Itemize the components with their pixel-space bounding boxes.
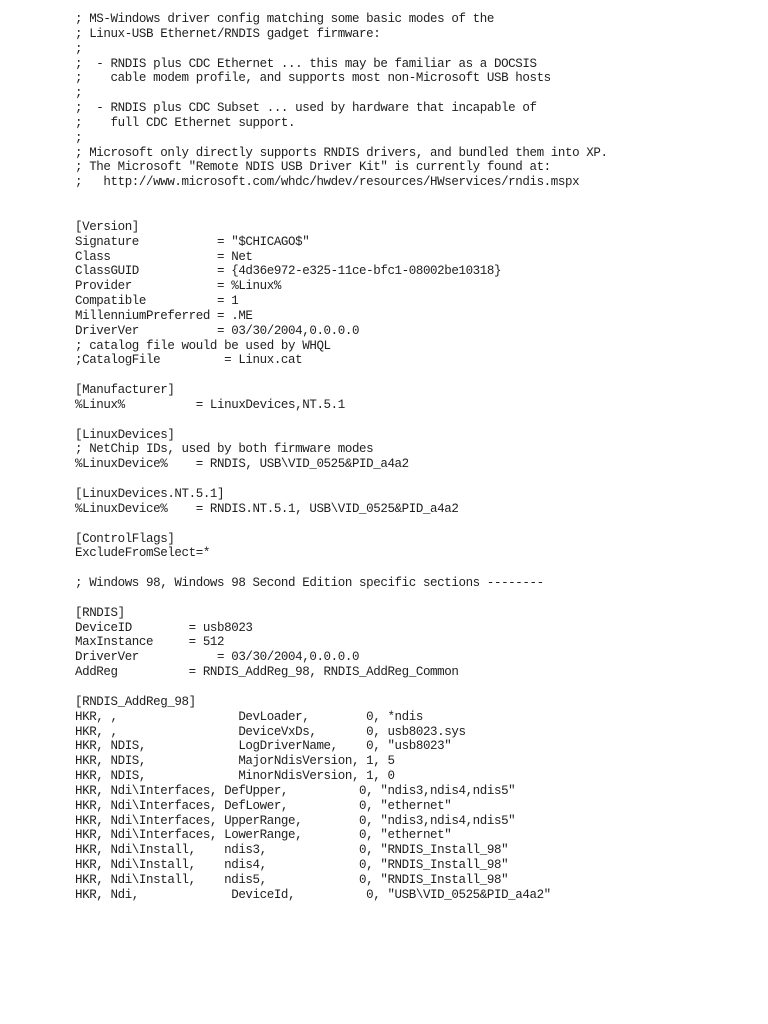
text-line: %LinuxDevice% = RNDIS.NT.5.1, USB\VID_0525&PID_a4a2 xyxy=(75,501,459,516)
text-line: [ControlFlags] xyxy=(75,531,175,546)
text-line: HKR, Ndi\Interfaces, DefLower, 0, "ethernet" xyxy=(75,798,452,813)
text-line: ; cable modem profile, and supports most non-Microsoft USB hosts xyxy=(75,71,551,86)
text-line: DriverVer = 03/30/2004,0.0.0.0 xyxy=(75,650,360,665)
text-line: ; - RNDIS plus CDC Ethernet ... this may be familiar as a DOCSIS xyxy=(75,56,537,71)
text-line: ; Linux-USB Ethernet/RNDIS gadget firmware: xyxy=(75,26,381,41)
text-line xyxy=(75,680,755,695)
text-line: ; xyxy=(75,130,83,145)
text-line: Provider = %Linux% xyxy=(75,279,281,294)
text-line: %Linux% = LinuxDevices,NT.5.1 xyxy=(75,397,345,412)
text-line: Signature = "$CHICAGO$" xyxy=(75,234,310,249)
text-line: AddReg = RNDIS_AddReg_98, RNDIS_AddReg_Common xyxy=(75,665,459,680)
text-line: ; The Microsoft "Remote NDIS USB Driver Kit" is currently found at: xyxy=(75,160,551,175)
text-line: MaxInstance = 512 xyxy=(75,635,225,650)
text-line xyxy=(75,368,755,383)
text-line: ClassGUID = {4d36e972-e325-11ce-bfc1-08002be10318} xyxy=(75,264,502,279)
text-line: HKR, Ndi, DeviceId, 0, "USB\VID_0525&PID_a4a2" xyxy=(75,887,551,902)
text-line xyxy=(75,190,755,205)
text-line: HKR, , DevLoader, 0, *ndis xyxy=(75,709,423,724)
text-line: [LinuxDevices.NT.5.1] xyxy=(75,487,225,501)
text-line: HKR, NDIS, LogDriverName, 0, "usb8023" xyxy=(75,739,452,754)
text-line: HKR, Ndi\Interfaces, LowerRange, 0, "ethernet" xyxy=(75,828,452,843)
text-line: HKR, Ndi\Install, ndis4, 0, "RNDIS_Install_98" xyxy=(75,858,509,873)
text-line: ;CatalogFile = Linux.cat xyxy=(75,353,303,368)
text-line xyxy=(75,472,755,487)
text-line: DriverVer = 03/30/2004,0.0.0.0 xyxy=(75,323,360,338)
text-line: [LinuxDevices] xyxy=(75,427,175,442)
text-line: %LinuxDevice% = RNDIS, USB\VID_0525&PID_a4a2 xyxy=(75,457,409,472)
text-line xyxy=(75,205,755,220)
text-line xyxy=(75,413,755,428)
text-line: MillenniumPreferred = .ME xyxy=(75,308,253,323)
text-line: HKR, Ndi\Install, ndis5, 0, "RNDIS_Install_98" xyxy=(75,872,509,887)
text-line: ; xyxy=(75,41,83,56)
text-line: HKR, , DeviceVxDs, 0, usb8023.sys xyxy=(75,724,466,739)
text-line: DeviceID = usb8023 xyxy=(75,620,253,635)
text-line: HKR, Ndi\Interfaces, UpperRange, 0, "ndis3,ndis4,ndis5" xyxy=(75,813,516,828)
text-line: ; catalog file would be used by WHQL xyxy=(75,338,331,353)
text-line: ; - RNDIS plus CDC Subset ... used by hardware that incapable of xyxy=(75,101,537,116)
text-line: HKR, Ndi\Install, ndis3, 0, "RNDIS_Install_98" xyxy=(75,843,509,858)
text-line: ; http://www.microsoft.com/whdc/hwdev/resources/HWservices/rndis.mspx xyxy=(75,175,580,190)
text-line: HKR, NDIS, MajorNdisVersion, 1, 5 xyxy=(75,754,395,769)
text-line xyxy=(75,517,755,532)
text-line xyxy=(75,561,755,576)
text-line: HKR, Ndi\Interfaces, DefUpper, 0, "ndis3,ndis4,ndis5" xyxy=(75,783,516,798)
document-body xyxy=(75,12,755,903)
text-line: [Version] xyxy=(75,219,139,234)
text-line: Class = Net xyxy=(75,249,253,264)
text-line: ; Windows 98, Windows 98 Second Edition specific sections -------- xyxy=(75,576,544,591)
text-line: [RNDIS_AddReg_98] xyxy=(75,694,196,709)
text-line: ; full CDC Ethernet support. xyxy=(75,115,296,130)
text-line: [Manufacturer] xyxy=(75,383,175,398)
text-line: ; NetChip IDs, used by both firmware modes xyxy=(75,442,374,457)
text-line: ; MS-Windows driver config matching some basic modes of the xyxy=(75,12,494,26)
text-line: HKR, NDIS, MinorNdisVersion, 1, 0 xyxy=(75,769,395,784)
text-line: [RNDIS] xyxy=(75,605,125,620)
text-line: Compatible = 1 xyxy=(75,294,239,309)
text-line xyxy=(75,591,755,606)
text-line: ; xyxy=(75,86,83,101)
text-line: ; Microsoft only directly supports RNDIS drivers, and bundled them into XP. xyxy=(75,145,608,160)
text-line: ExcludeFromSelect=* xyxy=(75,546,210,561)
